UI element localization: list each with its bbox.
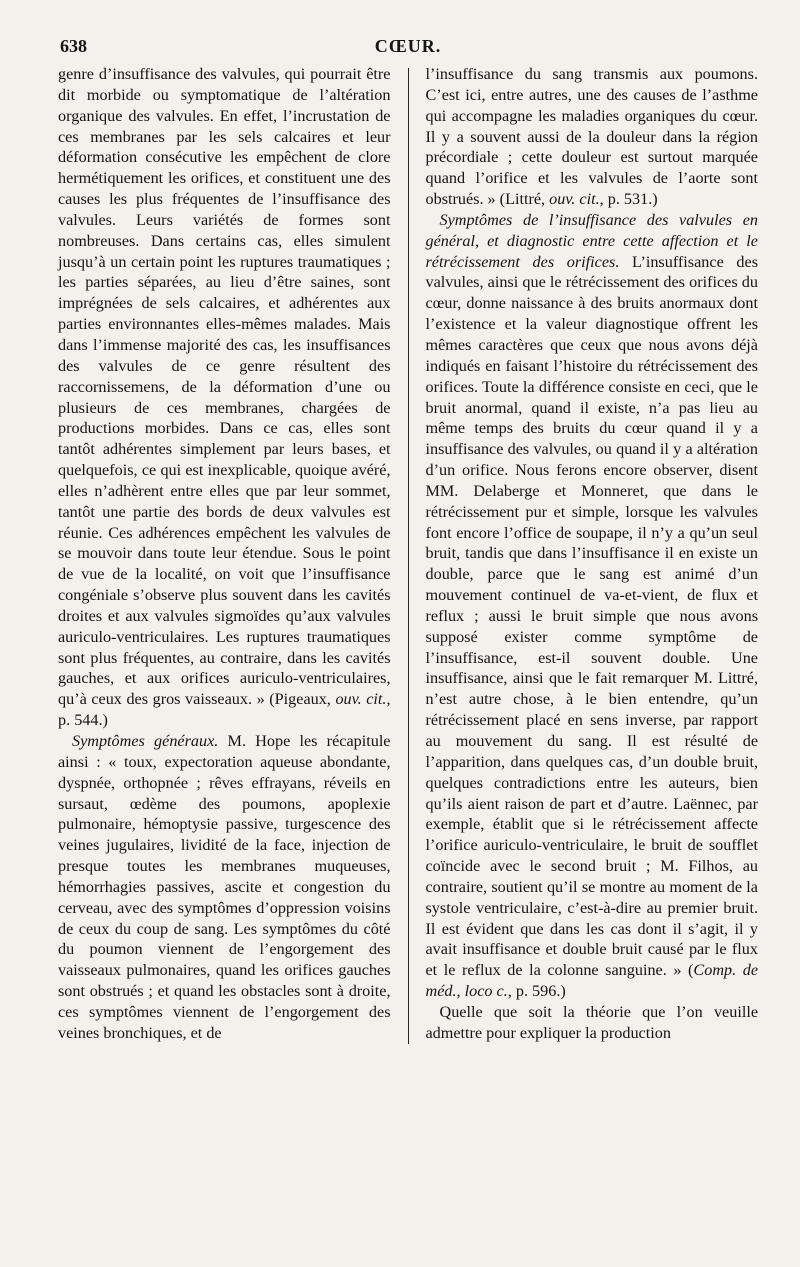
paragraph-text: l’insuffisance du sang transmis aux poumons. C’est ici, entre autres, une des causes de l’asthme qui accompagne les maladies organiques du cœur. Il y a souvent aussi de la douleur dans la région précordiale ; cette douleur est surtout marquée quand l’orifice et les valvules de l’aorte sont obstrués. » (Littré, <box>425 65 758 209</box>
paragraph-text: M. Hope les récapitule ainsi : « toux, expectoration aqueuse abondante, dyspnée, orthopnée ; rêves effrayans, réveils en sursaut, œdème des poumons, apoplexie pulmonaire, hémoptysie passive, turgescence des veines jugulaires, lividité de la face, injection de presque toutes les membranes muqueuses, hémorrhagies passives, ascite et congestion du cerveau, avec des symptômes d’oppression voisins de ceux du coup de sang. Les symptômes du côté du poumon viennent de l’engorgement des vaisseaux pulmonaires, quand les orifices gauches sont obstrués ; et quand les obstacles sont à droite, ces symptômes viennent de l’engorgement des veines bronchiques, et de <box>58 732 391 1042</box>
section-heading: Symptômes généraux. <box>72 732 219 750</box>
two-column-text <box>58 64 758 1044</box>
page-header <box>58 30 758 64</box>
citation: Comp. de méd., loco c. <box>425 961 758 1001</box>
running-title: CŒUR. <box>374 36 442 56</box>
column-divider <box>408 68 409 1044</box>
citation-page: , p. 531.) <box>599 190 658 209</box>
paragraph <box>58 731 391 1044</box>
page-number: 638 <box>60 36 87 56</box>
citation-page: , p. 596.) <box>507 982 566 1001</box>
paragraph-text: L’insuffisance des valvules, ainsi que le rétrécissement des orifices du cœur, donne naissance à des bruits anormaux dont l’existence et la valeur diagnostique offrent les mêmes caractères que ceux que nous avons déjà indiqués en faisant l’histoire du rétrécissement des orifices. Toute la différence consiste en ceci, que le bruit anormal, quand il existe, n’a pas lieu au même temps des bruits du cœur quand il y a insuffisance des valvules, ou quand il y a altération d’un orifice. Nous ferons encore observer, disent MM. Delaberge et Monneret, que dans le rétrécissement pur et simple, lorsque les valvules font encore l’office de soupape, il n’y a qu’un seul bruit, tandis que dans l’insuffisance il en existe un double, parce que le sang est animé d’un mouvement continuel de va-et-vient, de flux et reflux ; aussi le bruit simple que nous avons supposé exister comme symptôme de l’insuffisance, est-il souvent double. Une insuffisance, ainsi que le fait remarquer M. Littré, n’est autre chose, à le bien entendre, qu’un rétrécissement placé en sens inverse, par rapport au mouvement du sang. Il est résulté de l’apparition, dans quelques cas, d’un double bruit, quelques contradictions entre les auteurs, bien qu’ils aient raison de part et d’autre. Laënnec, par exemple, établit que si le rétrécissement affecte l’orifice auriculo-ventriculaire, le bruit de soufflet coïncide avec le second bruit ; M. Filhos, au contraire, soutient qu’il se montre au moment de la systole ventriculaire, c’est-à-dire au premier bruit. Il est évident que dans les cas dont il s’agit, il y avait insuffisance et double bruit causé par le flux et le reflux de la colonne sanguine. » ( <box>425 252 758 980</box>
paragraph-text: genre d’insuffisance des valvules, qui pourrait être dit morbide ou symptomatique de l’altération organique des valvules. En effet, l’incrustation de ces membranes par les sels calcaires et leur déformation consécutive les empêchent de clore hermétiquement les orifices, et constituent une des causes les plus fréquentes de l’insuffisance des valvules. Leurs variétés de formes sont nombreuses. Dans certains cas, elles simulent jusqu’à un certain point les ruptures traumatiques ; les parties séparées, au lieu d’être saines, sont imprégnées de sels calcaires, et adhérentes aux parties environnantes elles-mêmes malades. Mais dans l’immense majorité des cas, les insuffisances des valvules de ce genre résultent des raccornissemens, de la déformation d’une ou plusieurs de ces membranes, chargées de productions morbides. Dans ce cas, elles sont tantôt adhérentes simplement par leurs bases, et quelquefois, ce qui est inexplicable, quoique avéré, elles n’adhèrent entre elles que par leur sommet, tantôt une partie des bords de deux valvules est réunie. Ces adhérences empêchent les valvules de se mouvoir dans toute leur étendue. Sous le point de vue de la localité, on voit que l’insuffisance congéniale s’observe plus souvent dans les cavités droites et aux valvules sigmoïdes qu’aux valvules auriculo-ventriculaires. Les ruptures traumatiques sont plus fréquentes, au contraire, dans les cavités gauches, et aux orifices auriculo-ventriculaires, qu’à ceux des gros vaisseaux. » (Pigeaux, <box>58 65 391 709</box>
citation: ouv. cit. <box>549 190 600 209</box>
paragraph-text: Quelle que soit la théorie que l’on veuille admettre pour expliquer la production <box>425 1002 758 1042</box>
paragraph <box>426 1002 759 1044</box>
left-column <box>58 64 391 1044</box>
paragraph <box>58 64 391 731</box>
section-heading: Symptômes de l’insuffisance des valvules en général, et diagnostic entre cette affection et le rétrécissement des orifices. <box>425 210 758 271</box>
paragraph <box>426 210 759 1002</box>
paragraph <box>426 64 759 210</box>
citation: ouv. cit. <box>335 690 387 709</box>
citation-page: , p. 544.) <box>58 690 391 730</box>
right-column <box>426 64 759 1044</box>
